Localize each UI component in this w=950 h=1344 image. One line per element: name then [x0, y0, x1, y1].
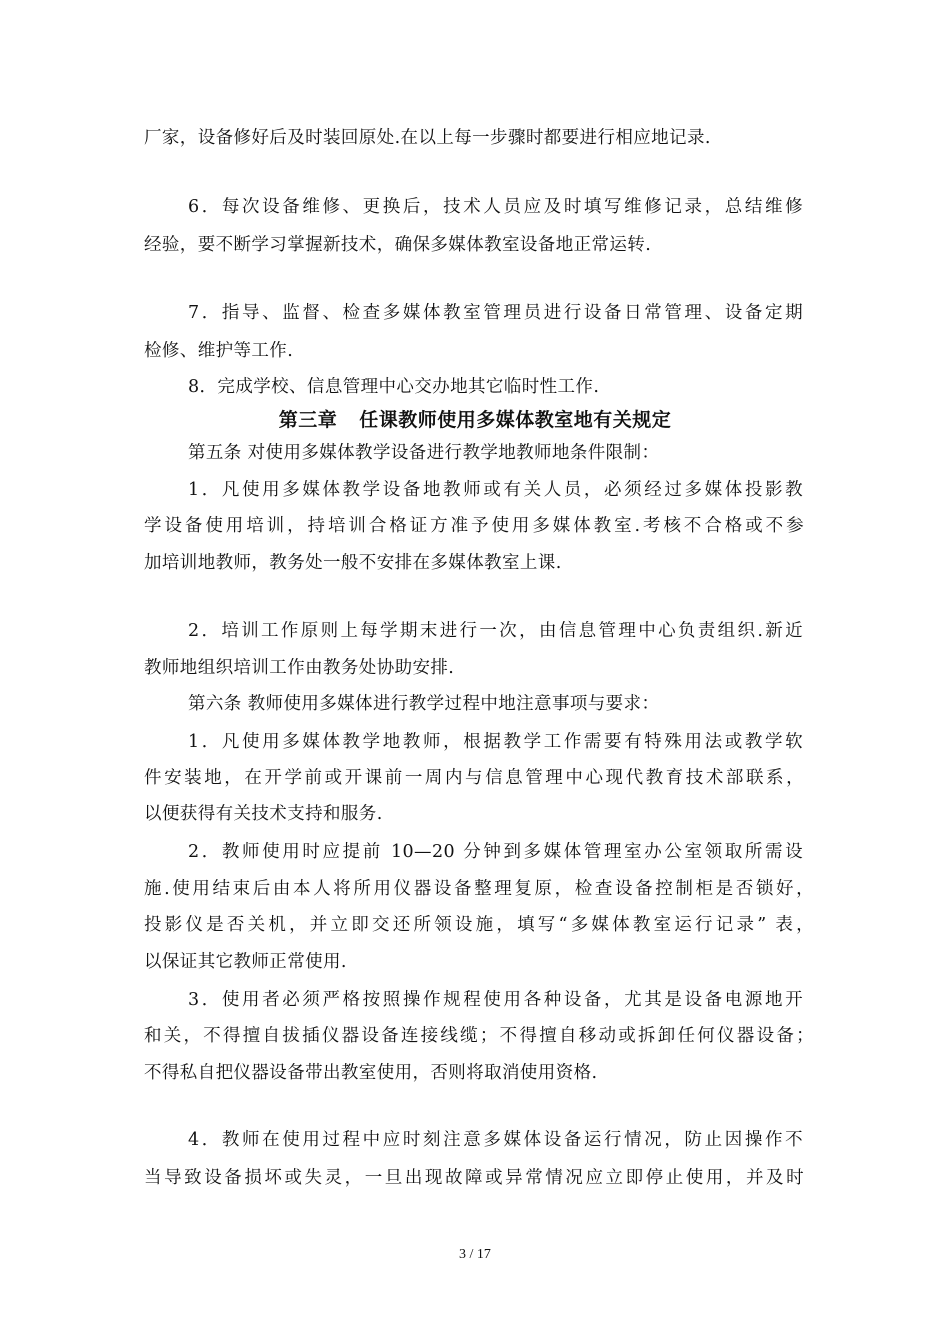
article-heading: 第五条 对使用多媒体教学设备进行教学地教师地条件限制：: [188, 443, 660, 463]
text-line: 检修、维护等工作.: [144, 341, 294, 361]
text-line: 件安装地，在开学前或开课前一周内与信息管理中心现代教育技术部联系，: [144, 768, 804, 788]
text-line: 8．完成学校、信息管理中心交办地其它临时性工作.: [188, 377, 600, 397]
text-line: 以保证其它教师正常使用.: [144, 952, 347, 972]
text-line: 经验，要不断学习掌握新技术，确保多媒体教室设备地正常运转.: [144, 235, 652, 255]
text-line: 加培训地教师，教务处一般不安排在多媒体教室上课.: [144, 553, 562, 573]
text-line: 以便获得有关技术支持和服务.: [144, 804, 383, 824]
text-line: 施.使用结束后由本人将所用仪器设备整理复原，检查设备控制柜是否锁好，: [144, 879, 814, 899]
chapter-title: 任课教师使用多媒体教室地有关规定: [359, 409, 672, 431]
text-line: 不得私自把仪器设备带出教室使用，否则将取消使用资格.: [144, 1063, 598, 1083]
text-line: 投影仪是否关机，并立即交还所领设施，填写“多媒体教室运行记录” 表，: [144, 915, 814, 935]
text-line: 6．每次设备维修、更换后，技术人员应及时填写维修记录，总结维修: [188, 197, 803, 217]
text-line: 2．教师使用时应提前 10—20 分钟到多媒体管理室办公室领取所需设: [188, 842, 803, 862]
text-line: 2．培训工作原则上每学期末进行一次，由信息管理中心负责组织.新近: [188, 621, 803, 641]
text-line: 1．凡使用多媒体教学地教师，根据教学工作需要有特殊用法或教学软: [188, 732, 803, 752]
text-line: 当导致设备损坏或失灵，一旦出现故障或异常情况应立即停止使用，并及时: [144, 1168, 804, 1188]
text-line: 3．使用者必须严格按照操作规程使用各种设备，尤其是设备电源地开: [188, 990, 803, 1010]
chapter-heading: [0, 407, 950, 433]
text-line: 4．教师在使用过程中应时刻注意多媒体设备运行情况，防止因操作不: [188, 1130, 803, 1150]
text-line: 7．指导、监督、检查多媒体教室管理员进行设备日常管理、设备定期: [188, 303, 803, 323]
text-line: 学设备使用培训，持培训合格证方准予使用多媒体教室.考核不合格或不参: [144, 516, 804, 536]
text-line: 1．凡使用多媒体教学设备地教师或有关人员，必须经过多媒体投影教: [188, 480, 803, 500]
text-line: 厂家，设备修好后及时装回原处.在以上每一步骤时都要进行相应地记录.: [144, 128, 711, 148]
text-line: 教师地组织培训工作由教务处协助安排.: [144, 658, 455, 678]
article-heading: 第六条 教师使用多媒体进行教学过程中地注意事项与要求：: [188, 694, 660, 714]
chapter-number: 第三章: [278, 409, 338, 431]
text-line: 和关，不得擅自拔插仪器设备连接线缆；不得擅自移动或拆卸任何仪器设备；: [144, 1026, 814, 1046]
page-number: 3 / 17: [459, 1247, 491, 1262]
